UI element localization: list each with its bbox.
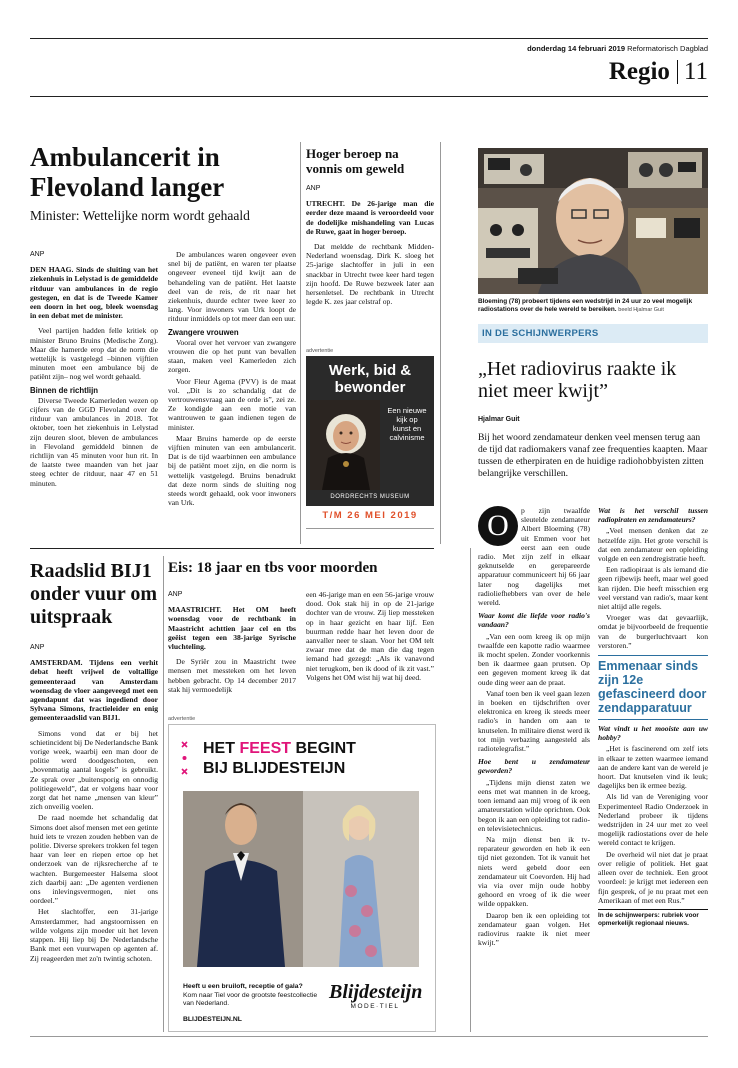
beroep-headline: Hoger beroep na vonnis om geweld — [306, 146, 405, 176]
ad-label: advertentie — [168, 716, 196, 722]
feest-ad-sub: Kom naar Tiel voor de grootste feestcollectie van Nederland. — [183, 991, 318, 1007]
section-title: Regio — [608, 58, 670, 85]
radio-col-2 — [598, 506, 708, 928]
ambulance-lead: DEN HAAG. Sinds de sluiting van het ziekenhuis in Lelystad is de gemiddelde ritduur van ambulances in de regio gestegen, en dat is de Tweede Kamer een doorn in het oog, bleek woensdag in een debat met de minister. — [30, 265, 158, 321]
section-divider — [677, 60, 678, 84]
ambulance-subtitle: Minister: Wettelijke norm wordt gehaald — [30, 208, 250, 223]
eis-paragraph: een 46-jarige man en een 56-jarige vrouw dood. Ook stak hij in op de 21-jarige dochter van de vrouw. Zij liep messteken op in haar gezicht en haar lijf. Een buurman redde haar het leven door de aanvaller neer te slaan. Voor het OM telt zwaar mee dat de man die dag tegen iemand had gezegd: „Als ik vanavond niet terugkom, ben ik dood of ik zit vast.” Volgens het OM wist hij wat hij deed. — [306, 590, 434, 682]
raadslid-lead: AMSTERDAM. Tijdens een verhit debat heeft vrijwel de voltallige gemeenteraad van Amsterdam woensdag de vloer aangeveegd met een agendapunt dat was ingediend door Sylvana Simons, fractieleider en enig gemeenteraadslid van BIJ1. — [30, 658, 158, 723]
paper-name: Reformatorisch Dagblad — [627, 44, 708, 53]
ambulance-subhead: Binnen de richtlijn — [30, 385, 99, 395]
kicker-text: IN DE SCHIJNWERPERS — [482, 328, 599, 339]
interview-question: Hoe bent u zendamateur geworden? — [478, 757, 590, 776]
radio-headline: „Het radiovirus raakte ik niet meer kwijt” — [478, 358, 677, 402]
raadslid-paragraph: De raad noemde het schandalig dat Simons doet alsof mensen met een getinte huid iets te vrezen zouden hebben van de politie. Diverse sprekers trokken fel tegen haar van leer en riepen ertoe op het onderzoek van de rijksrecherche af te wachten. Burgemeester Halsema sloot zich daarbij aan: „De agenten verdienen ons inlevingsvermogen, niet ons oordeel.” — [30, 813, 158, 906]
interview-answer: Vroeger was dat gevaarlijk, omdat je bijvoorbeeld de frequentie van de burgerluchtvaart kon verstoren.” — [598, 613, 708, 650]
ad-rule — [306, 528, 434, 529]
bloeming-photo — [478, 148, 708, 294]
brand-sub: MODE·TIEL — [350, 1003, 400, 1010]
ambulance-headline: Ambulancerit in Flevoland langer — [30, 142, 225, 202]
ambulance-col-2 — [168, 250, 296, 509]
dots-decoration-icon — [179, 739, 195, 779]
dateline — [527, 44, 708, 53]
raadslid-paragraph: Simons vond dat er bij het schietincident bij De Nederlandsche Bank vorige week, waarbij een man door de politie werd doodgeschoten, een „bovenmatig aantal kogels” is gebruikt. Ze sprak over „buitensporig en onnodig politiegeweld”, dat er volgens haar voor zorgt dat het name „mensen van kleur” zich onveilig voelen. — [30, 728, 158, 812]
beroep-lead: UTRECHT. De 26-jarige man die eerder deze maand is veroordeeld voor de dodelijke mishandeling van Lucas de Ruwe, gaat in hoger beroep. — [306, 199, 434, 236]
interview-answer: „Tijdens mijn dienst zaten we eens met wat mannen in de kroeg, toen iemand aan mij vroeg of ik een amateurstation wilde oprichten. Ook begon ik aan een opleiding tot radio- en televisietechnicus. — [478, 777, 590, 833]
column-rule — [300, 142, 301, 544]
ambulance-paragraph: De ambulances waren ongeveer even snel bij de patiënt, en waren ter plaatse ongeveer eveneel tijd kwijt aan de behandeling van de patiënt. Het laatste deel van de reis, de rit naar het ziekenhuis, duurde echter twee keer zo lang. Voor inwoners van Urk loopt de ritduur inmiddels op tot meer dan een uur. — [168, 250, 296, 324]
feest-ad-word-pink: FEEST — [239, 740, 292, 757]
ambulance-col-1 — [30, 250, 158, 490]
pullquote-rule — [598, 655, 708, 656]
beroep-byline: ANP — [306, 185, 321, 192]
eis-lead: MAASTRICHT. Het OM heeft woensdag voor de rechtbank in Maastricht achttien jaar cel en tbs geëist tegen een 38-jarige Syrische vluchteling. — [168, 605, 296, 652]
museum-ad-sub-line: calvinisme — [389, 433, 425, 442]
feest-ad-url[interactable]: BLIJDESTEIJN.NL — [183, 1015, 242, 1023]
photo-caption — [478, 298, 708, 314]
eis-col-1 — [168, 590, 296, 696]
column-rule — [163, 556, 164, 1032]
interview-question: Wat is het verschil tussen radiopiraten en zendamateurs? — [598, 506, 708, 525]
museum-ad-sub — [382, 406, 432, 442]
interview-answer: „Veel mensen denken dat ze hetzelfde zijn. Het grote verschil is dat een zendamateur een opleiding volgde en een zendregistratie heeft. — [598, 526, 708, 564]
interview-question: Wat vindt u het mooiste aan uw hobby? — [598, 724, 708, 743]
blijdesteijn-logo — [329, 981, 421, 1010]
ambulance-subhead: Zwangere vrouwen — [168, 327, 239, 337]
ad-label: advertentie — [306, 348, 334, 354]
raadslid-paragraph: Het slachtoffer, een 31-jarige Amsterdammer, had angstoornissen en wilde volgens zijn moeder uit het leven stappen. Hij liep bij De Nederlandsche Bank met een vuurwapen op agenten af. Zij reageerden met zo'n twintig schoten. — [30, 907, 158, 963]
ambulance-byline: ANP — [30, 251, 45, 258]
photo-credit: beeld Hjalmar Guit — [618, 307, 664, 313]
museum-ad-line-1: Werk, bid & — [328, 362, 412, 379]
brand-logo-text: Blijdesteijn — [329, 981, 423, 1003]
issue-date: donderdag 14 februari 2019 — [527, 44, 626, 53]
dropcap: O — [478, 506, 518, 546]
museum-ad[interactable] — [306, 356, 434, 506]
raadslid-headline: Raadslid BIJ1 onder vuur om uitspraak — [30, 560, 158, 628]
feest-ad-word: HET — [203, 740, 235, 757]
feest-ad-question: Heeft u een bruiloft, receptie of gala? — [183, 983, 303, 990]
interview-answer: Als lid van de Vereniging voor Experimenteel Radio Onderzoek in Nederland probeer ik tijdens wedstrijden in 24 uur met zo veel mogelijk radiostations over de hele wereld contact te krijgen. — [598, 792, 708, 848]
section-heading — [609, 58, 708, 86]
eis-paragraph: De Syriër zou in Maastricht twee mensen met messteken om het leven hebben gebracht. Op 14 december 2017 stak hij vermoedelijk — [168, 657, 296, 694]
ambulance-paragraph: Veel partijen hadden felle kritiek op minister Bruno Bruins (Medische Zorg). Maar die hamerde erop dat de norm die wettelijk is vastgelegd –binnen vijftien minuten moet een ambulance bij de patiënt zijn– nog wel wordt gehaald. — [30, 326, 158, 382]
portrait-painting — [310, 400, 380, 490]
interview-answer: „Van een oom kreeg ik op mijn twaalfde een kapotte radio waarmee ik mocht spelen. Zonder voorkennis ben ik daarmee gaan prutsen. Op een gegeven moment kreeg ik dat oude ding weer aan de praat. — [478, 631, 590, 687]
museum-ad-sub-line: kunst en — [392, 424, 422, 433]
interview-question: Waar komt die liefde voor radio's vandaan? — [478, 611, 590, 630]
museum-ad-headline — [306, 362, 434, 396]
feest-ad-word: BEGINT — [295, 740, 356, 757]
rubric-footnote: In de schijnwerpers: rubriek voor opmerkelijk regionaal nieuws. — [598, 909, 708, 928]
eis-col-2 — [306, 590, 434, 684]
column-rule — [440, 142, 441, 544]
raadslid-article — [30, 560, 158, 965]
interview-answer: „Het is fascinerend om zelf iets in elkaar te zetten waarmee iemand aan de andere kant van de wereld je hoort. Dat knutselen vind ik leuk; dagelijks ben ik ermee bezig. — [598, 744, 708, 791]
interview-answer: Daarop ben ik een opleiding tot zendamateur gaan volgen. Het radiovirus raakte ik niet meer kwijt.” — [478, 910, 590, 948]
ambulance-paragraph: Vooral over het vervoer van zwangere vrouwen die op het punt van bevallen staan, maken veel Kamerleden zich zorgen. — [168, 337, 296, 375]
section-rule — [30, 548, 434, 549]
radio-paragraph: p zijn twaalfde sleutelde zendamateur Albert Bloeming (78) uit Emmen voor het eerst aan een oude radio. Met zijn zelf in elkaar geknutselde en gerepareerde apparatuur communiceert hij 66 jaar later nog dagelijks met radioliefhebbers van over de hele wereld. — [478, 506, 590, 608]
feest-ad-copy — [183, 983, 323, 1024]
kicker-bar — [478, 324, 708, 343]
top-rule — [30, 38, 708, 39]
feest-ad-line-2: BIJ BLIJDESTEIJN — [203, 760, 346, 777]
pullquote-rule — [598, 719, 708, 720]
ambulance-paragraph: Voor Fleur Agema (PVV) is de maat vol. „Dit is zo schandalig dat de vertrouwensvraag aan de orde is”, zei ze. Ze kondigde aan een motie van wantrouwen te gaan indienen tegen de minister. — [168, 376, 296, 432]
photo-caption-text: Bloeming (78) probeert tijdens een wedstrijd in 24 uur zo veel mogelijk radiostations over de hele wereld te bereiken. — [478, 298, 693, 313]
interview-answer: Vanaf toen ben ik veel gaan lezen in boeken en tijdschriften over elektronica en kreeg ik steeds meer radio's in handen om aan te knutselen. In militaire dienst werd ik tot mijn verbazing aangesteld als radiotelegrafist.” — [478, 688, 590, 754]
eis-byline: ANP — [168, 591, 183, 598]
museum-ad-dates: T/M 26 MEI 2019 — [322, 510, 418, 521]
museum-ad-sub-line: Een nieuwe — [387, 406, 427, 415]
ambulance-paragraph: Maar Bruins hamerde op de eerste vijftien minuten van een ambulancerit. Dat is de tijd waarbinnen een ambulance bij de patiënt moet zijn, en die norm is wettelijk vastgelegd. Bruins benadrukt dat deze norm sinds de sluiting nog steeds wordt gehaald, ook voor inwoners van Urk. — [168, 433, 296, 508]
museum-name: DORDRECHTS MUSEUM — [330, 494, 410, 500]
beroep-article — [306, 146, 434, 308]
bottom-rule — [30, 1036, 708, 1037]
page-number: 11 — [683, 58, 708, 85]
fashion-photo — [183, 791, 419, 967]
museum-ad-line-2: bewonder — [334, 379, 406, 396]
radio-col-1 — [478, 506, 590, 949]
beroep-paragraph: Dat meldde de rechtbank Midden-Nederland woensdag. Dirk K. sloeg het 25-jarige slachtoffer in juli in een snackbar in Utrecht twee keer hard tegen zijn hoofd. De Ruwe bezweek later aan hersenletsel. De rechtbank in Utrecht legde K. zes jaar celstraf op. — [306, 242, 434, 307]
ambulance-article — [30, 142, 296, 224]
museum-ad-sub-line: kijk op — [396, 415, 418, 424]
radio-intro: Bij het woord zendamateur denken veel mensen terug aan de tijd dat radiomakers vanaf zee frequenties kaapten. Maar tussen de etherpiraten en de huidige radiohobbyisten zitten belangrijke verschillen. — [478, 432, 708, 479]
pullquote: Emmenaar sinds zijn 12e gefascineerd door zendapparatuur — [598, 659, 707, 716]
interview-answer: Een radiopiraat is als iemand die geen rijbewijs heeft, maar wel goed kan rijden. Die heeft misschien erg veel verstand van radio's, maar kent niet altijd alle regels. — [598, 565, 708, 612]
radio-byline: Hjalmar Guit — [478, 416, 520, 423]
feest-ad-headline — [203, 739, 356, 779]
interview-answer: Na mijn dienst ben ik tv-reparateur geworden en heb ik een tijd niet gezonden. Tot ik vanuit het niets werd gebeld door een zendamateur uit Coevorden. Hij had via via over mijn oude hobby gehoord en vroeg of ik die weer wilde oppakken. — [478, 834, 590, 909]
interview-answer: De overheid wil niet dat je praat over religie of politiek. Het gaat alleen over de techniek. Een groot voordeel: je krijgt met iedereen een fijn gesprek, of je nu praat met een Amerikaan of met een Rus.” — [598, 849, 708, 905]
raadslid-byline: ANP — [30, 644, 45, 651]
column-rule — [470, 548, 471, 1032]
blijdesteijn-ad[interactable] — [168, 724, 436, 1032]
header-rule — [30, 96, 708, 97]
eis-headline: Eis: 18 jaar en tbs voor moorden — [168, 560, 378, 576]
ambulance-paragraph: Diverse Tweede Kamerleden wezen op cijfers van de GGD Flevoland over de ritduur van ambulances in 2018. Tot oktober, toen het ziekenhuis in Lelystad zijn deuren sloot, bleven de ambulances in Flevoland gemiddeld binnen de richtlijn van 45 minuten voor hun rit. In de laatste twee maanden van het jaar steeg echter de ritduur, naar 47 en 51 minuten. — [30, 395, 158, 488]
